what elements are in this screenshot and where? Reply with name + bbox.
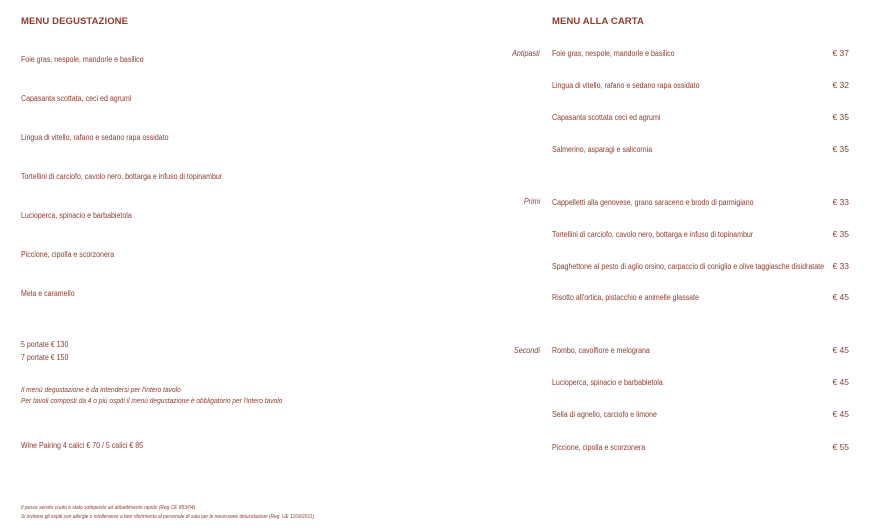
degustazione-course: Mela e caramello: [21, 289, 75, 298]
degustazione-note: Per tavoli composti da 4 o più ospiti il menù degustazione è obbligatorio per l'intero tavolo: [21, 396, 283, 405]
footnote: Si invitano gli ospiti con allergie o intolleranze a fare riferimento al personale di sala per le necessarie delucidazioni (Reg. UE 1169/2011): [21, 514, 314, 520]
degustazione-course: Capasanta scottata, ceci ed agrumi: [21, 94, 132, 103]
carta-dish: Risotto all'ortica, pistacchio e animelle glassate: [552, 293, 699, 302]
carta-price: € 35: [832, 144, 849, 154]
carta-title: MENU ALLA CARTA: [552, 16, 644, 27]
carta-price: € 33: [832, 261, 849, 271]
carta-dish: Salmerino, asparagi e salicornia: [552, 145, 653, 154]
carta-price: € 45: [832, 377, 849, 387]
carta-dish: Lingua di vitello, rafano e sedano rapa ossidato: [552, 81, 700, 90]
degustazione-course: Tortellini di carciofo, cavolo nero, bottarga e infuso di topinambur: [21, 172, 223, 181]
degustazione-price: 7 portate € 150: [21, 353, 69, 362]
degustazione-price: 5 portate € 130: [21, 340, 69, 349]
carta-price: € 55: [832, 442, 849, 452]
carta-price: € 33: [832, 197, 849, 207]
carta-dish: Rombo, cavolfiore e melograna: [552, 346, 650, 355]
carta-price: € 45: [832, 345, 849, 355]
carta-dish: Sella di agnello, carciofo e limone: [552, 410, 657, 419]
degustazione-course: Piccione, cipolla e scorzonera: [21, 250, 115, 259]
degustazione-title: MENU DEGUSTAZIONE: [21, 16, 129, 27]
carta-price: € 32: [832, 80, 849, 90]
carta-dish: Piccione, cipolla e scorzonera: [552, 443, 646, 452]
carta-dish: Capasanta scottata ceci ed agrumi: [552, 113, 661, 122]
carta-price: € 37: [832, 48, 849, 58]
footnote: Il pesce servito crudo è stato sottoposto ad abbattimento rapido (Reg.CE 853/04): [21, 505, 196, 511]
carta-price: € 45: [832, 292, 849, 302]
section-antipasti: Antipasti: [512, 49, 540, 58]
carta-price: € 35: [832, 229, 849, 239]
degustazione-course: Lucioperca, spinacio e barbabietola: [21, 211, 132, 220]
carta-dish: Foie gras, nespole, mandorle e basilico: [552, 49, 675, 58]
degustazione-course: Lingua di vitello, rafano e sedano rapa ossidato: [21, 133, 169, 142]
section-secondi: Secondi: [513, 346, 540, 355]
degustazione-course: Foie gras, nespole, mandorle e basilico: [21, 55, 144, 64]
section-primi: Primi: [523, 197, 540, 206]
wine-pairing: Wine Pairing 4 calici € 70 / 5 calici € 85: [21, 441, 144, 450]
carta-dish: Lucioperca, spinacio e barbabietola: [552, 378, 663, 387]
carta-dish: Tortellini di carciofo, cavolo nero, bottarga e infuso di topinambur: [552, 230, 754, 239]
degustazione-note: Il menù degustazione è da intendersi per l'intero tavolo: [21, 385, 181, 394]
carta-price: € 35: [832, 112, 849, 122]
carta-price: € 45: [832, 409, 849, 419]
carta-dish: Spaghettone al pesto di aglio orsino, carpaccio di coniglio e olive taggiasche disidratate: [552, 262, 825, 271]
carta-dish: Cappelletti alla genovese, grano saraceno e brodo di parmigiano: [552, 198, 754, 207]
